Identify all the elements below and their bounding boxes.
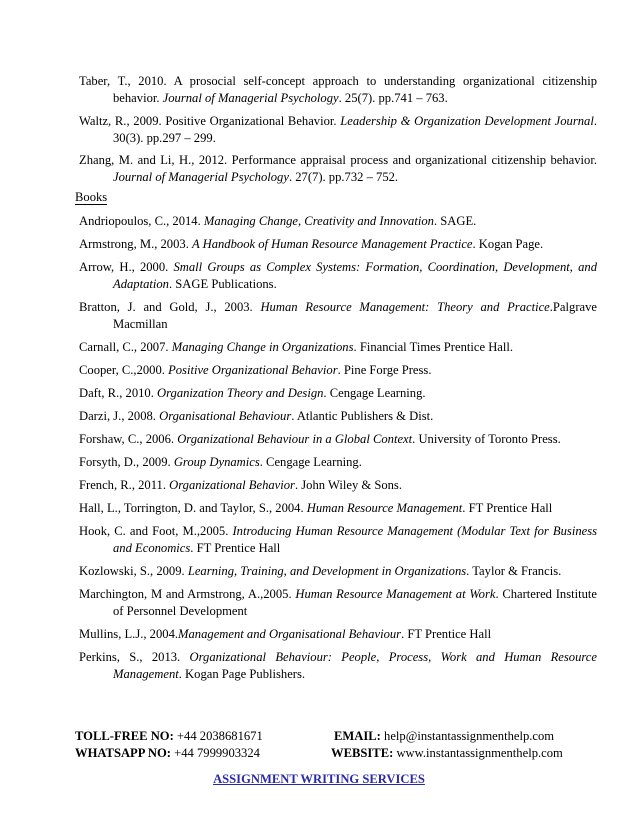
journal-reference: Waltz, R., 2009. Positive Organizational Behavior. Leadership & Organization Development Journal. 30(3). pp.297 – 299. [79,114,597,145]
journal-reference: Zhang, M. and Li, H., 2012. Performance appraisal process and organizational citizenship behavior. Journal of Managerial Psychology. 27(7). pp.732 – 752. [79,153,597,184]
assignment-services-link[interactable]: ASSIGNMENT WRITING SERVICES [213,772,425,786]
website-contact: WEBSITE: www.instantassignmenthelp.com [331,746,563,760]
book-reference: Perkins, S., 2013. Organizational Behaviour: People, Process, Work and Human Resource Management. Kogan Page Publishers. [79,650,597,681]
journal-reference: Taber, T., 2010. A prosocial self-concept approach to understanding organizational citizenship behavior. Journal of Managerial Psychology. 25(7). pp.741 – 763. [79,74,597,105]
book-reference: Daft, R., 2010. Organization Theory and Design. Cengage Learning. [79,386,426,400]
book-reference: Forsyth, D., 2009. Group Dynamics. Cengage Learning. [79,455,362,469]
books-heading: Books [75,190,108,204]
book-reference: Hall, L., Torrington, D. and Taylor, S., 2004. Human Resource Management. FT Prentice Hall [79,501,553,515]
book-reference: Arrow, H., 2000. Small Groups as Complex Systems: Formation, Coordination, Development, and Adaptation. SAGE Publications. [79,260,597,291]
book-reference: Andriopoulos, C., 2014. Managing Change, Creativity and Innovation. SAGE. [79,214,477,228]
book-reference: Bratton, J. and Gold, J., 2003. Human Resource Management: Theory and Practice.Palgrave Macmillan [79,300,597,331]
book-reference: Mullins, L.J., 2004.Management and Organisational Behaviour. FT Prentice Hall [79,627,492,641]
toll-free-contact: TOLL-FREE NO: +44 2038681671 [75,729,263,743]
book-reference: French, R., 2011. Organizational Behavior. John Wiley & Sons. [79,478,402,492]
email-contact: EMAIL: help@instantassignmenthelp.com [334,729,555,743]
book-reference: Carnall, C., 2007. Managing Change in Organizations. Financial Times Prentice Hall. [79,340,514,354]
whatsapp-contact: WHATSAPP NO: +44 7999903324 [75,746,260,760]
book-reference: Armstrong, M., 2003. A Handbook of Human Resource Management Practice. Kogan Page. [79,237,544,251]
book-reference: Cooper, C.,2000. Positive Organizational Behavior. Pine Forge Press. [79,363,432,377]
book-reference: Marchington, M and Armstrong, A.,2005. Human Resource Management at Work. Chartered Institute of Personnel Development [79,587,597,618]
book-reference: Hook, C. and Foot, M.,2005. Introducing Human Resource Management (Modular Text for Business and Economics. FT Prentice Hall [79,524,598,555]
book-reference: Darzi, J., 2008. Organisational Behaviour. Atlantic Publishers & Dist. [79,409,434,423]
book-reference: Kozlowski, S., 2009. Learning, Training, and Development in Organizations. Taylor & Francis. [79,564,562,578]
book-reference: Forshaw, C., 2006. Organizational Behaviour in a Global Context. University of Toronto Press. [79,432,561,446]
